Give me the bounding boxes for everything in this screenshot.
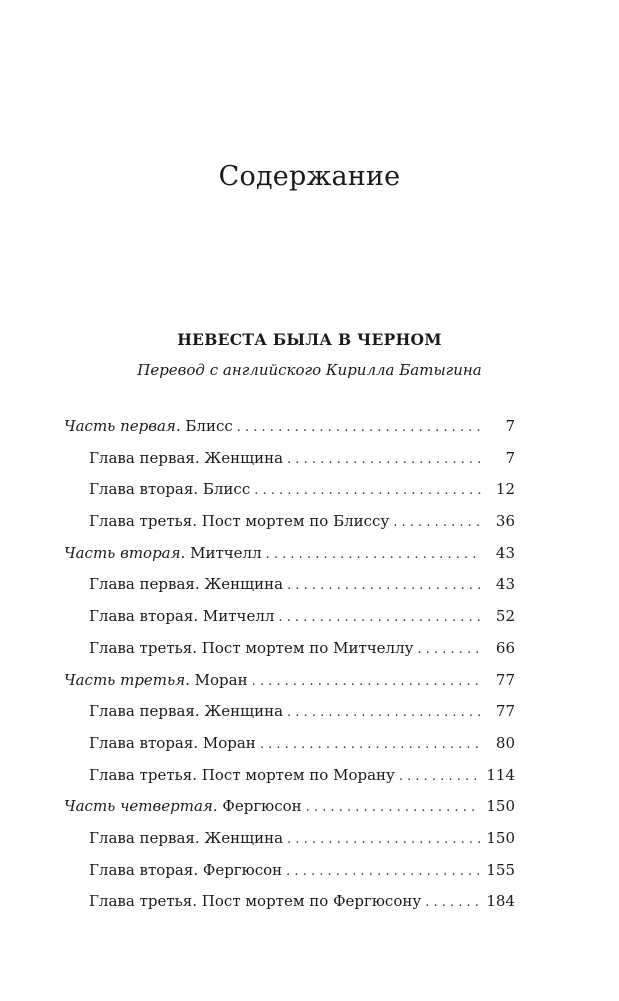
toc-chapter-entry bbox=[64, 765, 515, 797]
toc-page-number: 77 bbox=[495, 670, 515, 689]
toc-entry-label bbox=[89, 701, 283, 721]
toc-entry-label bbox=[89, 765, 395, 785]
dot-leader bbox=[287, 703, 481, 723]
dot-leader bbox=[252, 672, 481, 692]
toc-entry-label bbox=[89, 606, 274, 626]
toc-entry-label bbox=[64, 670, 248, 690]
toc-page-number: 77 bbox=[495, 702, 515, 721]
dot-leader bbox=[287, 450, 481, 470]
toc-page-number: 150 bbox=[486, 828, 515, 847]
toc-part-prefix: Часть третья. bbox=[64, 670, 190, 689]
toc-entry-title: Моран bbox=[194, 670, 248, 689]
page-title: Содержание bbox=[218, 161, 401, 193]
toc-chapter-entry bbox=[64, 479, 515, 511]
toc-entry-title: Глава первая. Женщина bbox=[89, 702, 284, 721]
toc-chapter-entry bbox=[64, 733, 515, 765]
book-title: НЕВЕСТА БЫЛА В ЧЕРНОМ bbox=[177, 330, 442, 349]
toc-entry-title: Блисс bbox=[185, 417, 233, 435]
toc-page-number: 43 bbox=[495, 575, 515, 594]
toc-chapter-entry bbox=[64, 574, 515, 606]
toc-entry-title: Глава вторая. Фергюсон bbox=[89, 860, 283, 879]
toc-entry-label bbox=[64, 796, 302, 816]
toc-entry-title: Глава первая. Женщина bbox=[89, 448, 284, 467]
toc-entry-title: Глава первая. Женщина bbox=[89, 828, 284, 847]
toc-entry-title: Митчелл bbox=[190, 543, 262, 562]
dot-leader bbox=[237, 418, 481, 438]
dot-leader bbox=[254, 481, 481, 501]
toc-part-entry bbox=[64, 543, 515, 575]
dot-leader bbox=[266, 545, 481, 565]
toc-entry-title: Глава третья. Пост мортем по Морану bbox=[89, 765, 395, 784]
toc-entry-title: Глава третья. Пост мортем по Фергюсону bbox=[89, 892, 422, 911]
toc-entry-label bbox=[89, 733, 256, 753]
toc-entry-label bbox=[89, 448, 283, 468]
toc-entry-label bbox=[89, 479, 250, 499]
translator-credit: Перевод с английского Кирилла Батыгина bbox=[137, 361, 482, 379]
toc-part-prefix: Часть первая. bbox=[64, 417, 181, 435]
toc-page-number: 43 bbox=[495, 543, 515, 562]
toc-page-number: 155 bbox=[486, 860, 515, 879]
dot-leader bbox=[287, 576, 481, 596]
toc-entry-label bbox=[89, 574, 283, 594]
toc-chapter-entry bbox=[64, 860, 515, 892]
toc-entry-label bbox=[89, 511, 389, 531]
toc-page-number: 66 bbox=[495, 638, 515, 657]
toc-chapter-entry bbox=[64, 511, 515, 543]
toc-part-entry bbox=[64, 670, 515, 702]
toc-part-prefix: Часть четвертая. bbox=[64, 797, 218, 816]
toc-entry-title: Глава третья. Пост мортем по Блиссу bbox=[89, 512, 390, 531]
dot-leader bbox=[278, 608, 481, 628]
toc-page-number: 12 bbox=[495, 480, 515, 499]
toc-chapter-entry bbox=[64, 448, 515, 480]
toc-chapter-entry bbox=[64, 638, 515, 670]
toc-part-entry bbox=[64, 416, 515, 448]
toc-page-number: 7 bbox=[505, 448, 515, 467]
toc-page-number: 36 bbox=[495, 512, 515, 531]
toc-part-prefix: Часть вторая. bbox=[64, 543, 186, 562]
toc-entry-title: Глава первая. Женщина bbox=[89, 575, 284, 594]
dot-leader bbox=[393, 513, 481, 533]
toc-entry-label bbox=[89, 860, 282, 880]
dot-leader bbox=[260, 735, 481, 755]
toc-chapter-entry bbox=[64, 828, 515, 860]
toc-chapter-entry bbox=[64, 891, 515, 923]
toc-page-number: 80 bbox=[495, 733, 515, 752]
toc-entry-title: Глава третья. Пост мортем по Митчеллу bbox=[89, 638, 414, 657]
toc-chapter-entry bbox=[64, 606, 515, 638]
dot-leader bbox=[425, 893, 480, 913]
toc-part-entry bbox=[64, 796, 515, 828]
toc-entry-title: Глава вторая. Блисс bbox=[89, 480, 251, 499]
toc-entry-label bbox=[89, 638, 413, 658]
toc-entry-title: Глава вторая. Митчелл bbox=[89, 607, 275, 626]
toc-entry-label bbox=[89, 828, 283, 848]
toc-page-number: 52 bbox=[495, 607, 515, 626]
toc-page-number: 114 bbox=[486, 765, 515, 784]
dot-leader bbox=[417, 640, 481, 660]
toc-entry-title: Фергюсон bbox=[222, 797, 302, 816]
toc-chapter-entry bbox=[64, 701, 515, 733]
table-of-contents bbox=[64, 416, 515, 923]
toc-entry-label bbox=[64, 543, 262, 563]
toc-entry-label bbox=[64, 416, 233, 436]
toc-page-number: 7 bbox=[505, 417, 515, 435]
dot-leader bbox=[287, 830, 480, 850]
dot-leader bbox=[286, 862, 480, 882]
toc-entry-label bbox=[89, 891, 421, 911]
toc-entry-title: Глава вторая. Моран bbox=[89, 733, 256, 752]
dot-leader bbox=[306, 798, 481, 818]
toc-page-number: 184 bbox=[486, 892, 515, 911]
toc-page-number: 150 bbox=[486, 797, 515, 816]
dot-leader bbox=[399, 767, 481, 787]
